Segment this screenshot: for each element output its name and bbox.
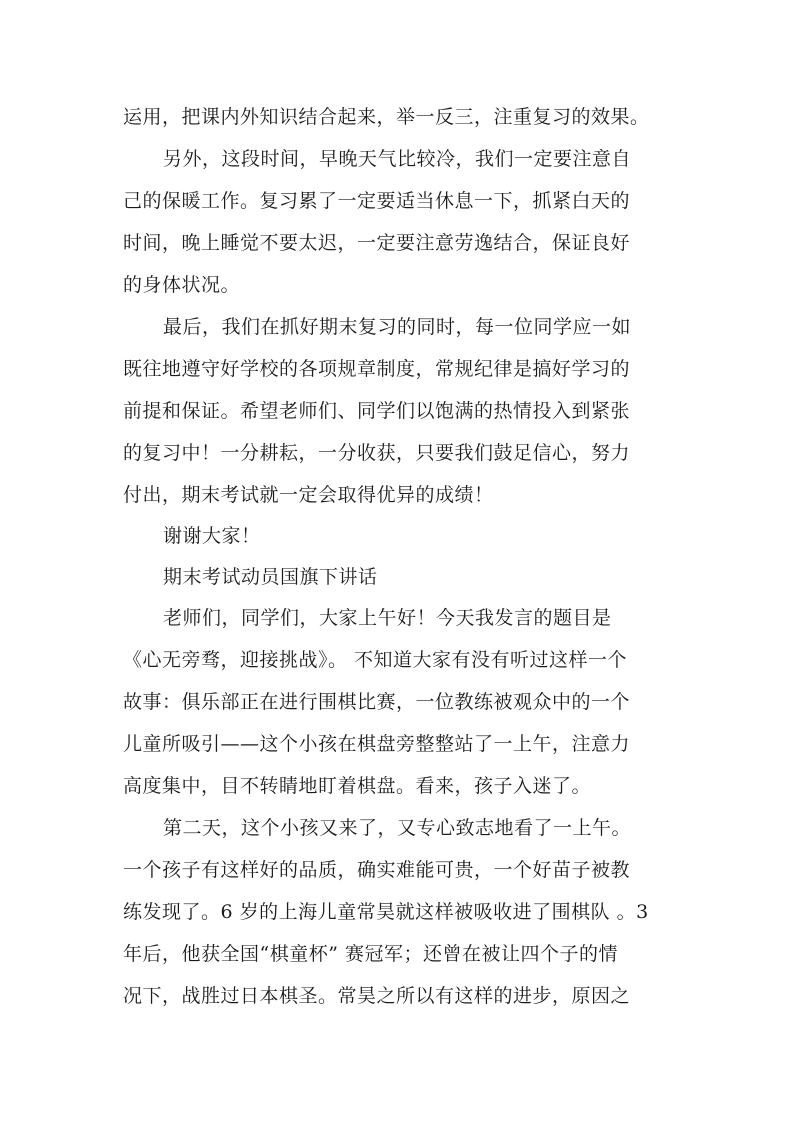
text-line: 的身体状况。: [123, 274, 241, 296]
paragraph-start: 最后，我们在抓好期末复习的同时，每一位同学应一如: [163, 316, 632, 338]
text-line: 年后，他获全国“棋童杯” 赛冠军；还曾在被让四个子的情: [123, 943, 618, 965]
text-line: 付出，期末考试就一定会取得优异的成绩！: [123, 484, 494, 506]
text-line: 既往地遵守好学校的各项规章制度，常规纪律是搞好学习的: [123, 358, 631, 380]
paragraph-start: 老师们，同学们，大家上午好！今天我发言的题目是: [163, 607, 612, 629]
text-line: 前提和保证。希望老师们、同学们以饱满的热情投入到紧张: [123, 400, 631, 422]
text-line: 一个孩子有这样好的品质，确实难能可贵，一个好苗子被教: [123, 859, 631, 881]
text-line: 的复习中！一分耕耘，一分收获，只要我们鼓足信心，努力: [123, 442, 631, 464]
paragraph-start: 第二天，这个小孩又来了，又专心致志地看了一上午。: [163, 817, 632, 839]
section-title: 期末考试动员国旗下讲话: [163, 566, 378, 588]
text-line: 己的保暖工作。复习累了一定要适当休息一下，抓紧白天的: [123, 190, 631, 212]
text-line: 高度集中，目不转睛地盯着棋盘。看来，孩子入迷了。: [123, 775, 592, 797]
text-line: 况下，战胜过日本棋圣。常昊之所以有这样的进步，原因之: [123, 985, 631, 1007]
paragraph-start: 另外，这段时间，早晚天气比较冷，我们一定要注意自: [163, 148, 632, 170]
text-line: 时间，晚上睡觉不要太迟，一定要注意劳逸结合，保证良好: [123, 232, 631, 254]
text-line: 故事：俱乐部正在进行围棋比赛，一位教练被观众中的一个: [123, 691, 631, 713]
text-line: 练发现了。6 岁的上海儿童常昊就这样被吸收进了围棋队 。3: [123, 901, 649, 923]
text-line: 儿童所吸引——这个小孩在棋盘旁整整站了一上午，注意力: [123, 733, 631, 755]
closing-thanks: 谢谢大家！: [163, 525, 261, 547]
text-line: 《心无旁骛，迎接挑战》。 不知道大家有没有听过这样一个: [123, 649, 628, 671]
text-line: 运用，把课内外知识结合起来，举一反三，注重复习的效果。: [123, 106, 650, 128]
